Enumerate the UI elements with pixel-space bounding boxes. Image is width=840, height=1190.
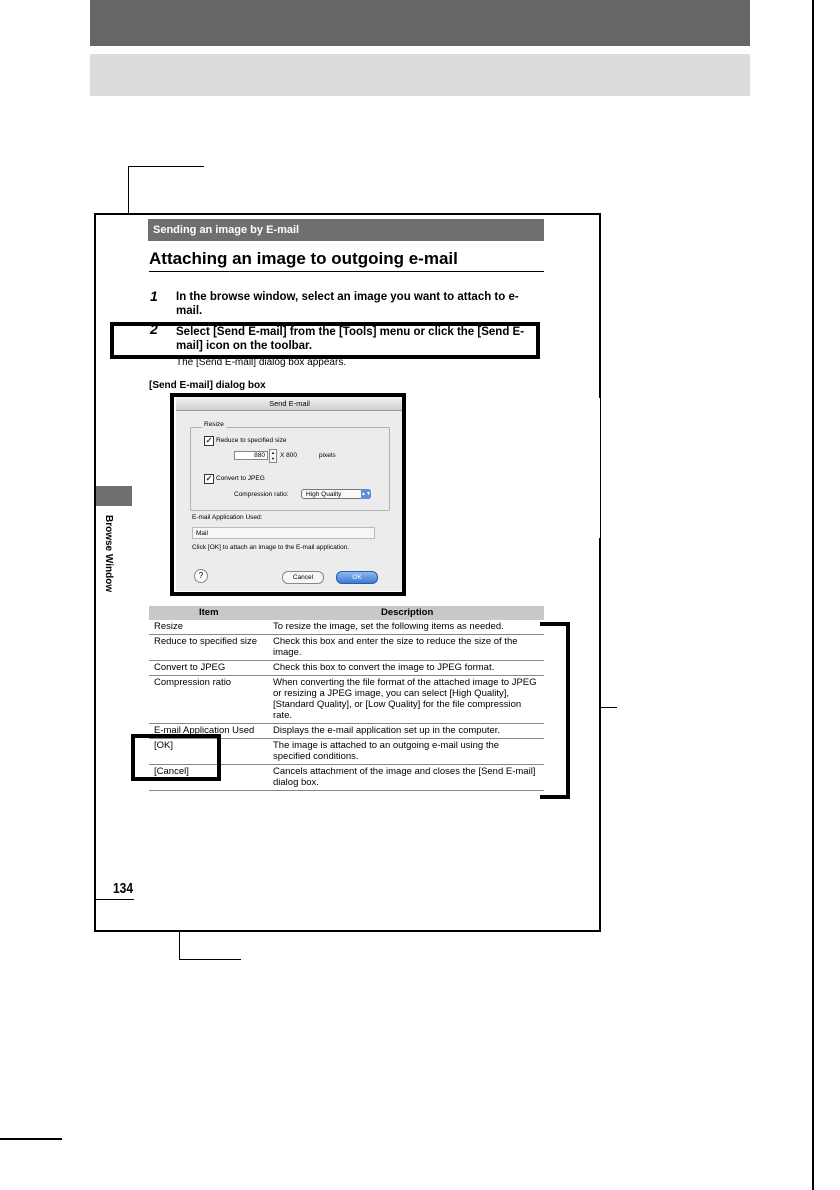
dialog-instruction: Click [OK] to attach an image to the E-mail application. (192, 544, 350, 551)
table-cell-desc: Cancels attachment of the image and closes the [Send E-mail] dialog box. (273, 766, 536, 788)
compression-select[interactable]: High Quality (301, 489, 371, 499)
callout-line-bottom-h (179, 959, 241, 960)
table-cell-item: E-mail Application Used (154, 725, 255, 736)
footer-rule (0, 1138, 62, 1140)
header-bar-light (90, 54, 750, 96)
table-row (149, 676, 544, 724)
side-tab (96, 486, 132, 506)
table-cell-desc: Displays the e-mail application set up in the computer. (273, 725, 501, 736)
step-number-1: 1 (150, 288, 158, 304)
page-number-rule (94, 899, 134, 900)
width-input[interactable]: 880 (234, 451, 268, 460)
cancel-button[interactable]: Cancel (282, 571, 324, 584)
table-cell-item: Resize (154, 621, 184, 632)
resize-group-label: Resize (204, 421, 224, 428)
table-cell-desc: When converting the file format of the attached image to JPEG or resizing a JPEG image, you can select [High Quality], [Standard Quality], or [Low Quality] for the file compression rate. (273, 677, 537, 721)
section-bar: Sending an image by E-mail (148, 219, 544, 241)
callout-line-top-h (128, 166, 204, 167)
buttons-highlight-box (131, 734, 221, 781)
page-number: 134 (113, 880, 134, 897)
step-number-2: 2 (150, 321, 158, 337)
ok-button[interactable]: OK (336, 571, 378, 584)
dialog-highlight-box (170, 393, 406, 596)
page-title: Attaching an image to outgoing e-mail (149, 249, 458, 268)
table-cell-desc: The image is attached to an outgoing e-mail using the specified conditions. (273, 740, 500, 762)
table-header-item: Item (199, 607, 219, 618)
compression-label: Compression ratio: (234, 491, 289, 498)
convert-jpeg-label: Convert to JPEG (216, 475, 265, 482)
table-header (149, 606, 544, 620)
table-row (149, 635, 544, 661)
help-button[interactable]: ? (194, 569, 208, 583)
table-cell-desc: Check this box to convert the image to JPEG format. (273, 662, 495, 673)
reduce-checkbox[interactable]: ✓ (205, 436, 213, 445)
table-cell-item: [OK] (154, 740, 174, 751)
dialog-title: Send E-mail (176, 397, 403, 411)
select-arrow-icon[interactable]: ▲▼ (361, 491, 371, 497)
step-note: The [Send E-mail] dialog box appears. (176, 357, 347, 368)
table-header-description: Description (381, 607, 434, 618)
side-label: Browse Window (103, 515, 114, 593)
table-bracket (540, 622, 570, 799)
x-label: X 800 (280, 452, 297, 459)
pixels-label: pixels (319, 452, 336, 459)
title-rule (149, 271, 544, 272)
table-cell-item: Compression ratio (154, 677, 232, 688)
step-highlight-box (110, 322, 540, 359)
table-cell-item: [Cancel] (154, 766, 189, 777)
convert-jpeg-checkbox[interactable]: ✓ (205, 474, 213, 483)
reduce-label: Reduce to specified size (216, 437, 287, 444)
email-app-label: E-mail Application Used: (192, 514, 263, 521)
step-text-1: In the browse window, select an image you want to attach to e-mail. (176, 291, 519, 317)
table-cell-desc: To resize the image, set the following items as needed. (273, 621, 504, 632)
table-row (149, 620, 544, 635)
width-stepper[interactable]: ▲ ▼ (269, 449, 277, 463)
table-cell-desc: Check this box and enter the size to reduce the size of the image. (273, 636, 518, 658)
dialog-caption: [Send E-mail] dialog box (149, 380, 266, 391)
email-app-field: Mail (192, 527, 375, 539)
table-cell-item: Convert to JPEG (154, 662, 226, 673)
table-row (149, 661, 544, 676)
frame-gap-right (594, 398, 600, 538)
edge-line (812, 0, 814, 1190)
header-bar-dark (90, 0, 750, 46)
table-cell-item: Reduce to specified size (154, 636, 257, 647)
step-text-2: Select [Send E-mail] from the [Tools] menu or click the [Send E-mail] icon on the toolbar. (176, 326, 525, 352)
